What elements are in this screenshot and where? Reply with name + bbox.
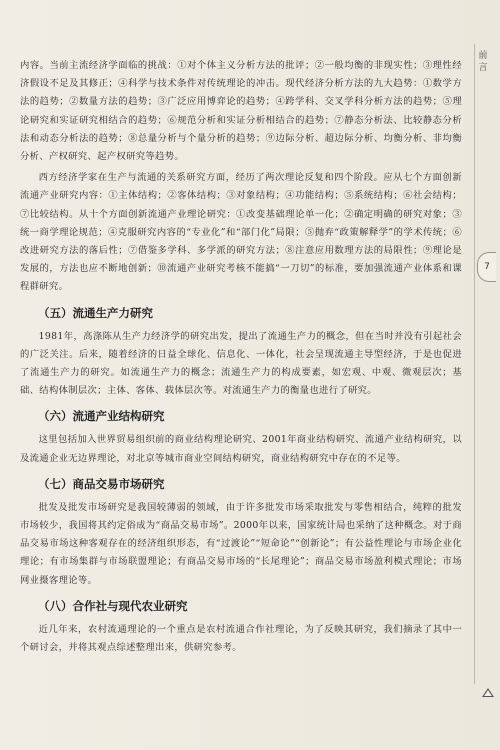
section-heading-industry-structure: （六）流通产业结构研究 — [38, 409, 165, 424]
paragraph-production-circulation: 西方经济学家在生产与流通的关系研究方面，经历了两次理论反复和四个阶段。应从七个方面创新流通产业研究内容：①主体结构；②客体结构；③对象结构；④功能结构；⑤系统结构；⑥社会结构；⑦比较结构。从十个方面创新流通产业理论研究：①改变基础理论单一化；②确定明确的研究对象；③统一商学理论规范；④克服研究内容的“专业化”和“部门化”局限；⑤抛弃“政策解释学”的学术传统；⑥改进研究方法的落后性；⑦借鉴多学科、多学派的研究方法；⑧注意应用数理方法的局限性；⑨理论是发展的，方法也应不断地创新；⑩流通产业研究考核不能搞“一刀切”的标准，要加强流通产业体系和课程群研究。 — [20, 172, 462, 293]
triangle-outline-icon — [482, 688, 494, 697]
page-number-tab — [477, 252, 496, 282]
page-number: 7 — [484, 262, 490, 272]
section-heading-cooperative: （八）合作社与现代农业研究 — [38, 598, 188, 613]
paragraph-productivity: 1981年，高涤陈从生产力经济学的研究出发，提出了流通生产力的概念，但在当时并没有引起社会的广泛关注。后来，随着经济的日益全球化、信息化、一体化，社会呈现流通主导型经济，于是也促进了流通生产力的研究。如流通生产力的概念；流通生产力的构成要素，如宏观、中观、微观层次；基础、结构体制层次；主体、客体、载体层次等。对流通生产力的衡量也进行了研究。 — [20, 330, 462, 397]
paragraph-cooperative: 近几年来，农村流通理论的一个重点是农村流通合作社理论，为了反映其研究，我们摘录了其中一个研讨会，并将其观点综述整理出来，供研究参考。 — [20, 623, 462, 654]
text-column — [20, 57, 462, 660]
margin-rule — [474, 44, 475, 684]
running-head: 前言 — [478, 51, 488, 73]
section-heading-productivity: （五）流通生产力研究 — [38, 305, 153, 320]
section-heading-trade-market: （七）商品交易市场研究 — [38, 476, 165, 491]
paragraph-trends: 内容。当前主流经济学面临的挑战：①对个体主义分析方法的批评；②一般均衡的非现实性；③理性经济假设不足及其修正；④科学与技术条件对传统理论的冲击。现代经济分析方法的九大趋势：①数学方法的趋势；②数量方法的趋势；③广泛应用博弈论的趋势；④跨学科、交叉学科分析方法的趋势；⑤理论研究和实证研究相结合的趋势；⑥规范分析和实证分析相结合的趋势；⑦静态分析法、比较静态分析法和动态分析法的趋势；⑧总量分析与个量分析的趋势；⑨边际分析、超边际分析、均衡分析、非均衡分析、产权研究、起产权研究等趋势。 — [20, 60, 462, 163]
paragraph-industry-structure: 这里包括加入世界贸易组织前的商业结构理论研究、2001年商业结构研究、流通产业结构研究，以及流通企业无边界理论，对北京等城市商业空间结构研究，商业结构研究中存在的不足等。 — [20, 434, 462, 464]
paragraph-trade-market: 批发及批发市场研究是我国较薄弱的领域，由于许多批发市场采取批发与零售相结合，纯粹的批发市场较少，我国将其约定俗成为“商品交易市场”。2000年以来，国家统计局也采纳了这种概念。对于商品交易市场这种客观存在的经济组织形态，有“过渡论”“短命论”“创新论”；有公益性理论与市场企业化理论；有市场集群与市场联盟理论；有商品交易市场的“长尾理论”；商品交易市场盈利模式理论；市场网业摄客理论等。 — [20, 501, 462, 586]
